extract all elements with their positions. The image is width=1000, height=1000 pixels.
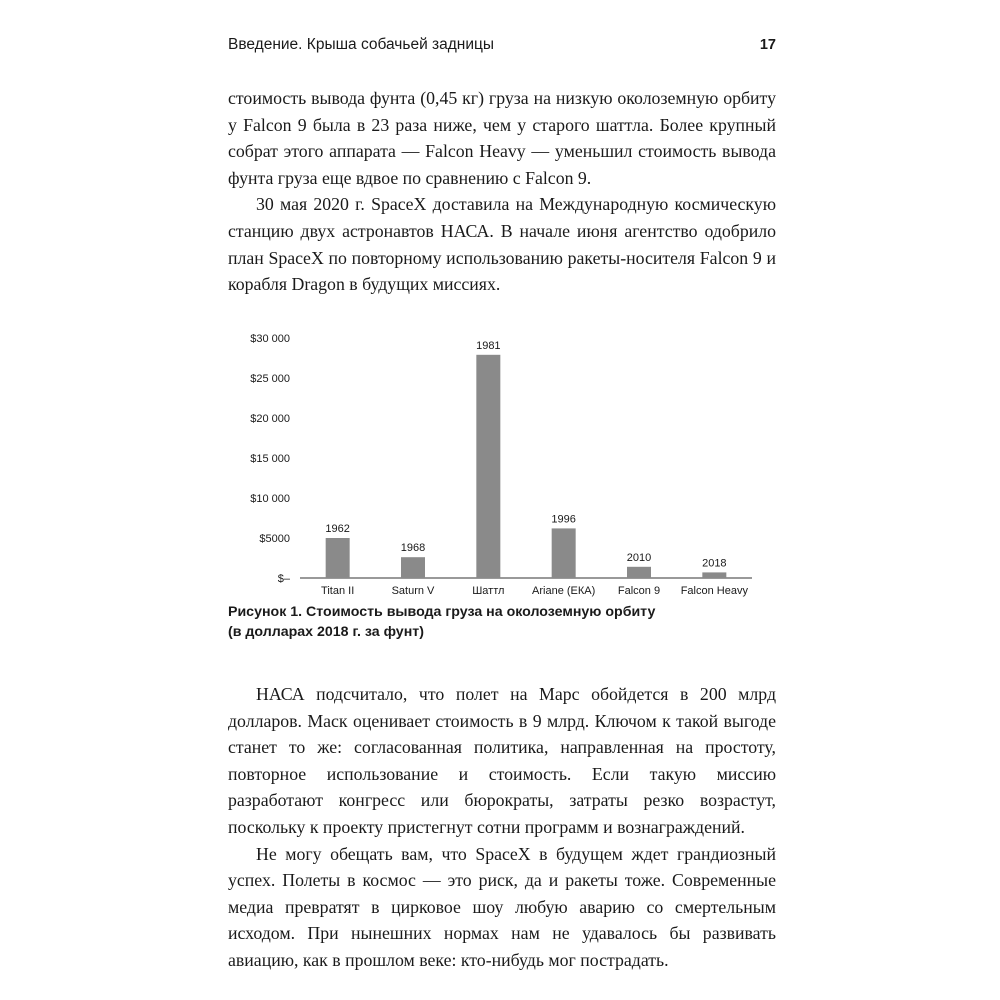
bar (326, 538, 350, 578)
bar (702, 572, 726, 578)
bar (552, 528, 576, 578)
bar-year-label: 2010 (626, 551, 652, 564)
paragraph: стоимость вывода фунта (0,45 кг) груза на низкую околоземную орбиту у Falcon 9 была в 23 раза ниже, чем у старого шаттла. Более крупный собрат этого аппарата — Falcon Heavy — уменьшил стоимость вывода фунта груза еще вдвое по сравнению с Falcon 9. (228, 88, 776, 188)
bar-year-label: 2018 (702, 557, 727, 570)
page-number: 17 (759, 37, 776, 53)
paragraph: 30 мая 2020 г. SpaceX доставила на Международную космическую станцию двух астронавтов НАСА. В начале июня агентство одобрило план SpaceX по повторному использованию ракеты-носителя Falcon 9 и корабля Dragon в будущих миссиях. (228, 194, 776, 295)
y-tick-label: $10 000 (250, 493, 290, 505)
x-category-label: Falcon Heavy (680, 585, 748, 597)
y-tick-label: $15 000 (250, 453, 290, 465)
y-tick-label: $5000 (259, 533, 290, 545)
bar (401, 557, 425, 578)
x-category-label: Шаттл (472, 585, 505, 597)
y-tick-label: $25 000 (250, 373, 290, 385)
bar (476, 355, 500, 578)
caption-line: Рисунок 1. Стоимость вывода груза на околоземную орбиту (228, 604, 656, 620)
body-text-bottom (228, 681, 776, 974)
bar (627, 567, 651, 578)
y-tick-label: $– (277, 573, 290, 585)
caption-line: (в долларах 2018 г. за фунт) (228, 623, 424, 640)
y-tick-label: $20 000 (250, 413, 290, 425)
running-title: Введение. Крыша собачьей задницы (228, 36, 495, 53)
bar-year-label: 1996 (551, 513, 576, 526)
x-category-label: Falcon 9 (617, 585, 661, 597)
paragraph: Не могу обещать вам, что SpaceX в будущем ждет грандиозный успех. Полеты в космос — это риск, да и ракеты тоже. Современные медиа превратят в цирковое шоу любую аварию со смертельным исходом. При нынешних нормах нам не удавалось бы развивать авиацию, как в прошлом веке: кто-нибудь мог пострадать. (228, 843, 776, 970)
bar-year-label: 1981 (476, 339, 501, 352)
bar-year-label: 1962 (325, 523, 350, 535)
bar-year-label: 1968 (400, 542, 426, 555)
x-category-label: Ariane (ЕКА) (532, 585, 596, 597)
figure-caption (228, 603, 788, 642)
paragraph: НАСА подсчитало, что полет на Марс обойдется в 200 млрд долларов. Маск оценивает стоимость в 9 млрд. Ключом к такой выгоде станет то же: согласованная политика, направленная на простоту, повторное использование и стоимость. Если такую миссию разработают конгресс или бюрократы, затраты резко возрастут, поскольку к проекту пристегнут сотни программ и вознаграждений. (228, 684, 776, 837)
x-category-label: Titan II (321, 585, 355, 597)
y-tick-label: $30 000 (250, 333, 290, 345)
x-category-label: Saturn V (391, 585, 435, 597)
